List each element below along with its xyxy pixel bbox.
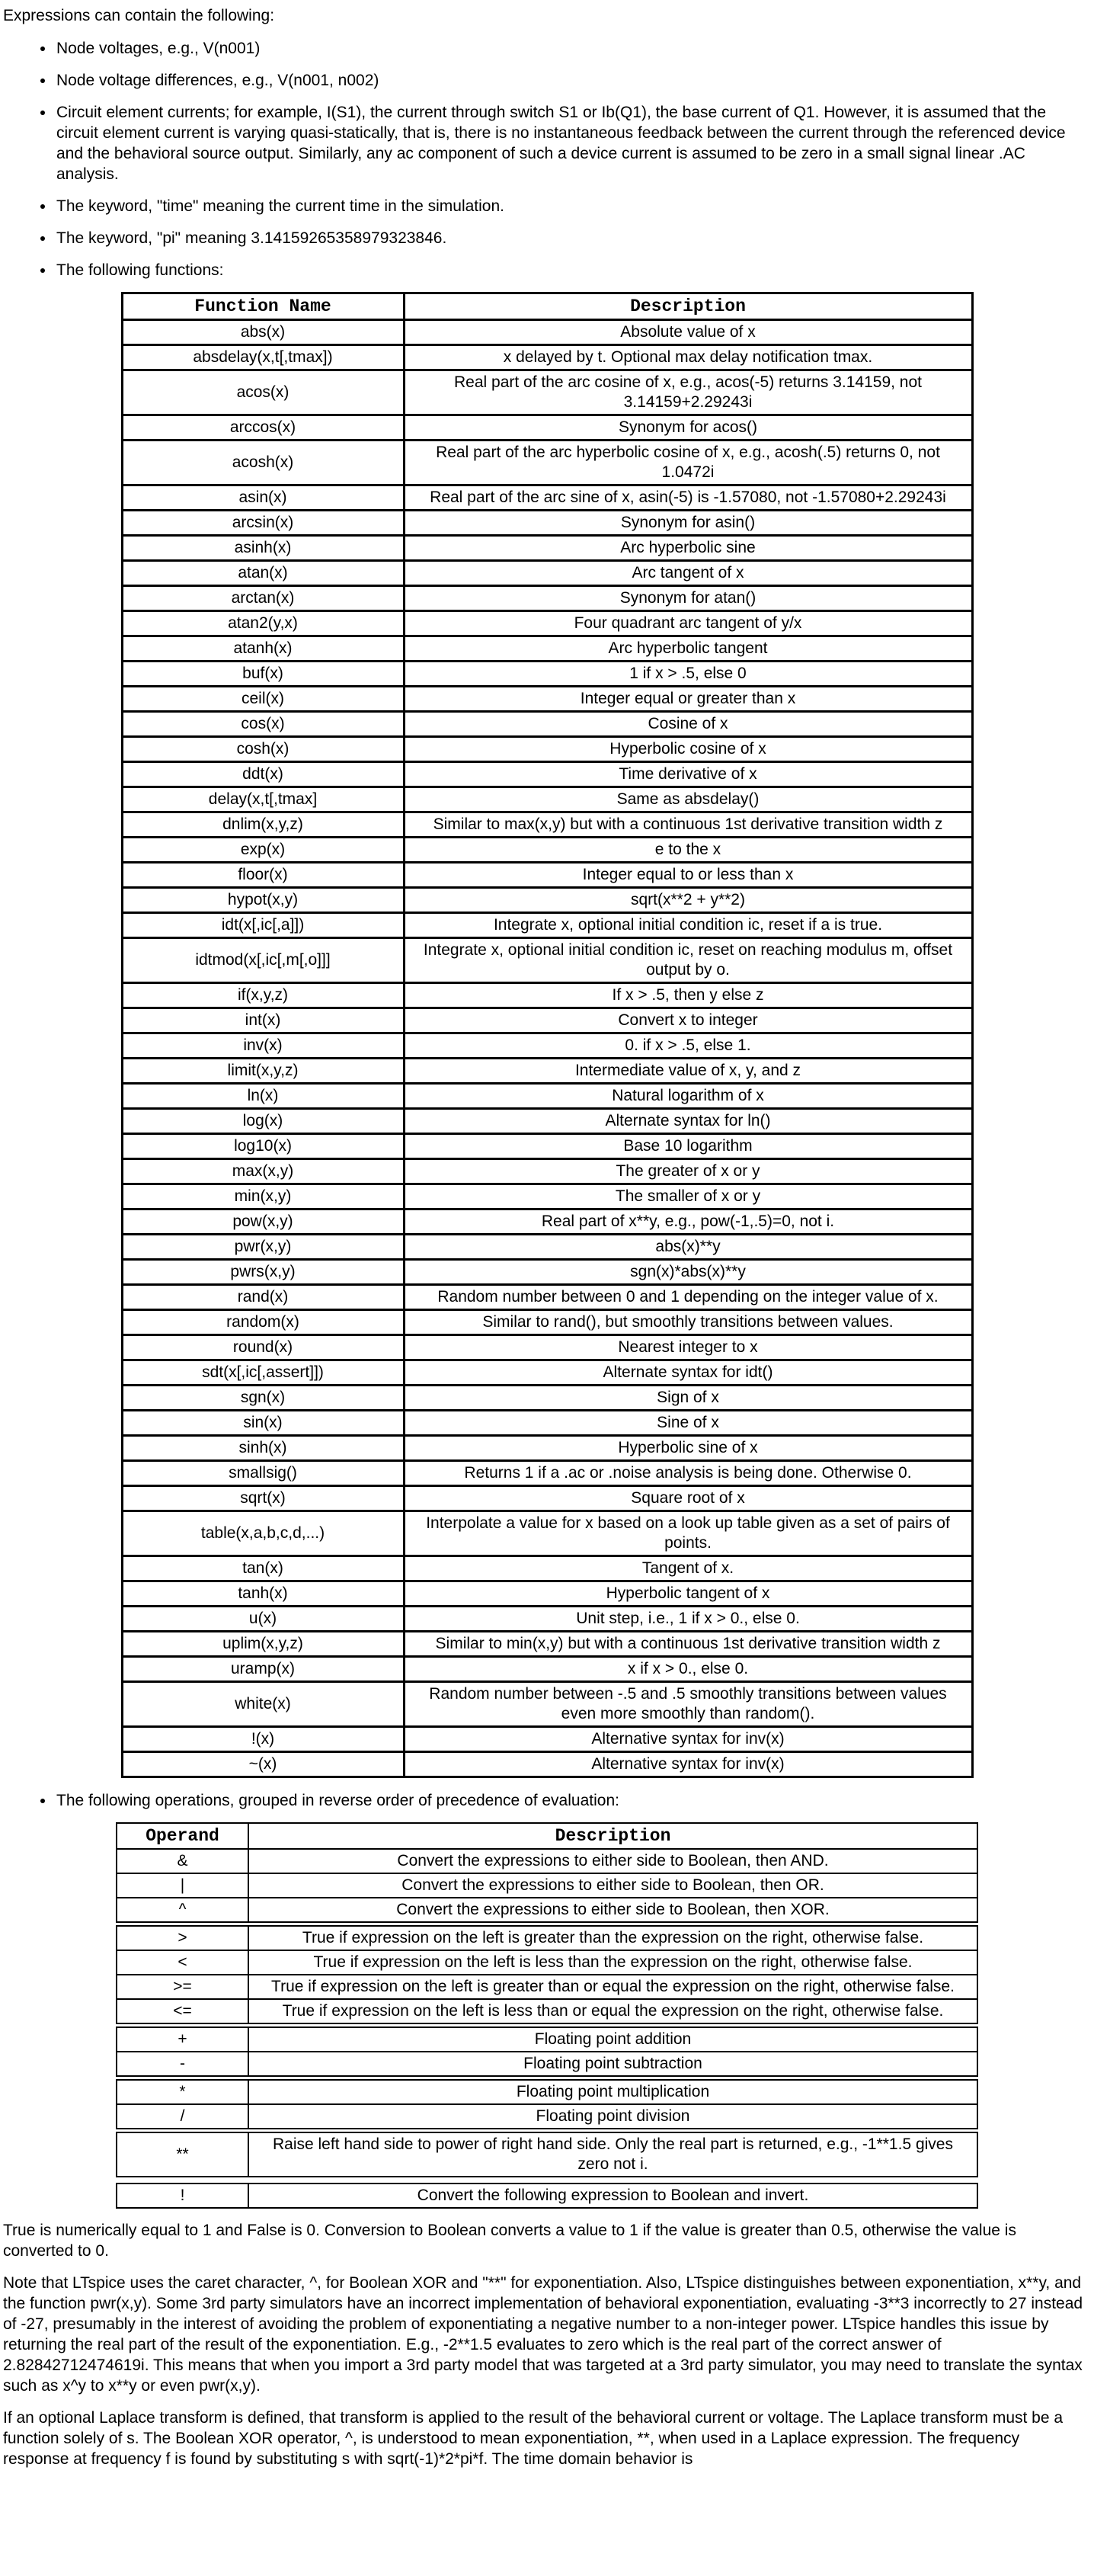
function-name-cell: sqrt(x) xyxy=(122,1486,404,1511)
function-description-cell: sqrt(x**2 + y**2) xyxy=(404,888,972,913)
function-description-cell: sgn(x)*abs(x)**y xyxy=(404,1260,972,1285)
table-row xyxy=(122,1386,972,1411)
function-description-cell: Random number between -.5 and .5 smoothly transitions between values even more smoothly than random(). xyxy=(404,1682,972,1727)
table-row xyxy=(122,1581,972,1607)
function-description-cell: Unit step, i.e., 1 if x > 0., else 0. xyxy=(404,1607,972,1632)
operand-description-cell: Floating point addition xyxy=(248,2026,977,2052)
operator-precedence-group xyxy=(117,1924,977,2026)
operand-cell: & xyxy=(117,1849,248,1873)
table-row xyxy=(122,536,972,561)
function-name-cell: hypot(x,y) xyxy=(122,888,404,913)
function-description-cell: Similar to rand(), but smoothly transitions between values. xyxy=(404,1310,972,1335)
function-name-cell: pow(x,y) xyxy=(122,1210,404,1235)
function-description-cell: Time derivative of x xyxy=(404,762,972,787)
table-row xyxy=(122,1285,972,1310)
function-name-cell: ceil(x) xyxy=(122,687,404,712)
function-description-cell: Random number between 0 and 1 depending on the integer value of x. xyxy=(404,1285,972,1310)
operations-bullet-list xyxy=(0,1790,1094,1811)
operand-cell: ^ xyxy=(117,1898,248,1924)
function-name-cell: delay(x,t[,tmax] xyxy=(122,787,404,812)
table-row xyxy=(122,370,972,415)
table-row xyxy=(122,712,972,737)
table-row xyxy=(122,611,972,636)
function-name-cell: arcsin(x) xyxy=(122,511,404,536)
operand-description-cell: Convert the expressions to either side to Boolean, then XOR. xyxy=(248,1898,977,1924)
table-row xyxy=(122,1310,972,1335)
function-name-cell: sgn(x) xyxy=(122,1386,404,1411)
function-name-cell: max(x,y) xyxy=(122,1159,404,1184)
function-name-cell: uramp(x) xyxy=(122,1657,404,1682)
function-name-cell: absdelay(x,t[,tmax]) xyxy=(122,345,404,370)
footer-paragraph-laplace: If an optional Laplace transform is defined, that transform is applied to the result of the behavioral current or voltage. The Laplace transform must be a function solely of s. The Boolean XOR operator, ^, is understood to mean exponentiation, **, when used in a Laplace expression. The frequency response at frequency f is found by substituting s with sqrt(-1)*2*pi*f. The time domain behavior is xyxy=(3,2409,1064,2468)
function-name-cell: asinh(x) xyxy=(122,536,404,561)
function-description-cell: Natural logarithm of x xyxy=(404,1084,972,1109)
table-row xyxy=(117,2104,977,2131)
operations-unary-table xyxy=(116,2183,978,2209)
table-row xyxy=(122,586,972,611)
operator-precedence-group xyxy=(117,2078,977,2131)
function-description-cell: Synonym for acos() xyxy=(404,415,972,441)
table-row xyxy=(117,2131,977,2177)
function-description-cell: Alternate syntax for idt() xyxy=(404,1360,972,1386)
table-row xyxy=(122,320,972,345)
function-description-cell: Arc hyperbolic tangent xyxy=(404,636,972,662)
footer-paragraph-exponentiation: Note that LTspice uses the caret character, ^, for Boolean XOR and "**" for exponentiation. Also, LTspice distinguishes between exponentiation, x**y, and the function pwr(x,y). Some 3rd party simulators have an incorrect implementation of behavioral exponentiation, evaluating -3**3 incorrectly to 27 instead of -27, presumably in the interest of avoiding the problem of exponentiating a negative number to a non-integer power. LTspice handles this issue by returning the real part of the result of the exponentiation. E.g., -2**1.5 evaluates to zero which is the real part of the correct answer of 2.82842712474619i. This means that when you import a 3rd party model that was targeted at a 3rd party simulator, you may need to translate the syntax such as x^y to x**y or even pwr(x,y). xyxy=(3,2274,1083,2395)
function-name-cell: log10(x) xyxy=(122,1134,404,1159)
function-description-cell: Intermediate value of x, y, and z xyxy=(404,1059,972,1084)
operand-description-cell: Convert the expressions to either side to Boolean, then AND. xyxy=(248,1849,977,1873)
function-description-cell: Synonym for atan() xyxy=(404,586,972,611)
table-row xyxy=(122,1184,972,1210)
operations-header-description: Description xyxy=(248,1823,977,1849)
function-description-cell: Real part of the arc sine of x, asin(-5) is -1.57080, not -1.57080+2.29243i xyxy=(404,485,972,511)
operand-cell: <= xyxy=(117,1999,248,2026)
table-row xyxy=(122,415,972,441)
table-row xyxy=(122,1360,972,1386)
operand-description-cell: True if expression on the left is less than the expression on the right, otherwise false. xyxy=(248,1950,977,1975)
function-description-cell: Real part of the arc cosine of x, e.g., acos(-5) returns 3.14159, not 3.14159+2.29243i xyxy=(404,370,972,415)
table-row xyxy=(122,1556,972,1581)
function-description-cell: Arc tangent of x xyxy=(404,561,972,586)
functions-header-name: Function Name xyxy=(122,293,404,320)
operator-precedence-group xyxy=(117,2026,977,2078)
table-row xyxy=(122,1008,972,1033)
function-name-cell: floor(x) xyxy=(122,863,404,888)
functions-table-body xyxy=(122,320,972,1777)
function-description-cell: Nearest integer to x xyxy=(404,1335,972,1360)
table-row xyxy=(122,888,972,913)
table-row xyxy=(122,1033,972,1059)
operand-description-cell: Floating point subtraction xyxy=(248,2052,977,2078)
table-row xyxy=(122,983,972,1008)
function-name-cell: acosh(x) xyxy=(122,441,404,485)
functions-table xyxy=(121,292,974,1778)
table-row xyxy=(122,762,972,787)
table-row xyxy=(122,1210,972,1235)
function-name-cell: inv(x) xyxy=(122,1033,404,1059)
function-description-cell: Integrate x, optional initial condition ic, reset if a is true. xyxy=(404,913,972,938)
table-row xyxy=(122,441,972,485)
operand-description-cell: True if expression on the left is greater than or equal the expression on the right, otherwise false. xyxy=(248,1975,977,1999)
function-name-cell: cos(x) xyxy=(122,712,404,737)
operand-cell: > xyxy=(117,1924,248,1951)
bullet-item: • Node voltages, e.g., V(n001) xyxy=(55,38,1086,59)
bullet-item: • Circuit element currents; for example, I(S1), the current through switch S1 or Ib(Q1), the base current of Q1. However, it is assumed that the circuit element current is varying quasi-statically, that is, there is no instantaneous feedback between the current through the referenced device and the behavioral source output. Similarly, any ac component of such a device current is assumed to be zero in a small signal linear .AC analysis. xyxy=(55,102,1086,184)
function-name-cell: cosh(x) xyxy=(122,737,404,762)
table-row xyxy=(122,1260,972,1285)
function-description-cell: Integrate x, optional initial condition ic, reset on reaching modulus m, offset output by o. xyxy=(404,938,972,983)
operand-cell: ** xyxy=(117,2131,248,2177)
table-row xyxy=(117,2078,977,2105)
table-row xyxy=(122,511,972,536)
operations-table xyxy=(116,1822,978,2177)
table-row xyxy=(117,2052,977,2078)
table-row xyxy=(117,1924,977,1951)
function-description-cell: Hyperbolic tangent of x xyxy=(404,1581,972,1607)
table-row xyxy=(122,687,972,712)
table-row xyxy=(122,1235,972,1260)
function-name-cell: !(x) xyxy=(122,1727,404,1752)
table-row xyxy=(122,1436,972,1461)
function-name-cell: asin(x) xyxy=(122,485,404,511)
function-description-cell: Convert x to integer xyxy=(404,1008,972,1033)
table-row xyxy=(122,1059,972,1084)
function-name-cell: arctan(x) xyxy=(122,586,404,611)
table-row xyxy=(122,1682,972,1727)
function-description-cell: Base 10 logarithm xyxy=(404,1134,972,1159)
functions-table-header xyxy=(122,293,972,320)
function-description-cell: 0. if x > .5, else 1. xyxy=(404,1033,972,1059)
operand-description-cell: True if expression on the left is less than or equal the expression on the right, otherwise false. xyxy=(248,1999,977,2026)
table-row xyxy=(122,561,972,586)
table-row xyxy=(122,1461,972,1486)
function-name-cell: if(x,y,z) xyxy=(122,983,404,1008)
table-row xyxy=(122,1657,972,1682)
table-row xyxy=(122,1134,972,1159)
function-name-cell: sinh(x) xyxy=(122,1436,404,1461)
operand-cell: / xyxy=(117,2104,248,2131)
operations-header-operand: Operand xyxy=(117,1823,248,1849)
function-name-cell: table(x,a,b,c,d,...) xyxy=(122,1511,404,1556)
table-row xyxy=(117,1849,977,1873)
function-name-cell: buf(x) xyxy=(122,662,404,687)
table-row xyxy=(122,863,972,888)
operand-cell: ! xyxy=(117,2184,248,2208)
table-row xyxy=(122,1411,972,1436)
table-row xyxy=(122,1607,972,1632)
operand-cell: + xyxy=(117,2026,248,2052)
function-description-cell: Absolute value of x xyxy=(404,320,972,345)
table-row xyxy=(122,913,972,938)
table-row xyxy=(122,636,972,662)
function-description-cell: Integer equal or greater than x xyxy=(404,687,972,712)
function-description-cell: Real part of x**y, e.g., pow(-1,.5)=0, not i. xyxy=(404,1210,972,1235)
function-description-cell: 1 if x > .5, else 0 xyxy=(404,662,972,687)
bullet-item: • The following operations, grouped in reverse order of precedence of evaluation: xyxy=(55,1790,1086,1811)
table-row xyxy=(122,662,972,687)
function-name-cell: atan2(y,x) xyxy=(122,611,404,636)
function-description-cell: x if x > 0., else 0. xyxy=(404,1657,972,1682)
operand-cell: * xyxy=(117,2078,248,2105)
function-name-cell: min(x,y) xyxy=(122,1184,404,1210)
function-name-cell: random(x) xyxy=(122,1310,404,1335)
operand-cell: >= xyxy=(117,1975,248,1999)
operand-description-cell: Floating point division xyxy=(248,2104,977,2131)
function-name-cell: sdt(x[,ic[,assert]]) xyxy=(122,1360,404,1386)
operand-cell: - xyxy=(117,2052,248,2078)
function-name-cell: int(x) xyxy=(122,1008,404,1033)
table-row xyxy=(122,737,972,762)
bullet-item: • Node voltage differences, e.g., V(n001, n002) xyxy=(55,70,1086,91)
table-row xyxy=(122,1752,972,1777)
function-description-cell: Integer equal to or less than x xyxy=(404,863,972,888)
function-description-cell: Hyperbolic sine of x xyxy=(404,1436,972,1461)
function-name-cell: acos(x) xyxy=(122,370,404,415)
function-description-cell: Similar to min(x,y) but with a continuous 1st derivative transition width z xyxy=(404,1632,972,1657)
function-description-cell: If x > .5, then y else z xyxy=(404,983,972,1008)
operand-description-cell: Raise left hand side to power of right hand side. Only the real part is returned, e.g., -1**1.5 gives zero not i. xyxy=(248,2131,977,2177)
table-row xyxy=(117,1950,977,1975)
function-name-cell: pwr(x,y) xyxy=(122,1235,404,1260)
function-name-cell: white(x) xyxy=(122,1682,404,1727)
table-row xyxy=(122,1335,972,1360)
function-name-cell: ddt(x) xyxy=(122,762,404,787)
function-name-cell: exp(x) xyxy=(122,838,404,863)
table-row xyxy=(117,1999,977,2026)
operator-precedence-group xyxy=(117,1849,977,1924)
operand-description-cell: Convert the expressions to either side to Boolean, then OR. xyxy=(248,1873,977,1898)
function-name-cell: idtmod(x[,ic[,m[,o]]] xyxy=(122,938,404,983)
operand-description-cell: Convert the following expression to Boolean and invert. xyxy=(248,2184,977,2208)
function-name-cell: limit(x,y,z) xyxy=(122,1059,404,1084)
table-row xyxy=(122,1632,972,1657)
function-name-cell: atan(x) xyxy=(122,561,404,586)
function-name-cell: sin(x) xyxy=(122,1411,404,1436)
bullet-item: • The following functions: xyxy=(55,260,1086,280)
function-name-cell: arccos(x) xyxy=(122,415,404,441)
function-description-cell: abs(x)**y xyxy=(404,1235,972,1260)
bullet-item: • The keyword, "pi" meaning 3.14159265358979323846. xyxy=(55,228,1086,248)
function-description-cell: Sign of x xyxy=(404,1386,972,1411)
table-row xyxy=(122,1159,972,1184)
table-row xyxy=(117,2184,977,2208)
function-description-cell: Tangent of x. xyxy=(404,1556,972,1581)
function-description-cell: Cosine of x xyxy=(404,712,972,737)
function-description-cell: Returns 1 if a .ac or .noise analysis is being done. Otherwise 0. xyxy=(404,1461,972,1486)
operand-cell: | xyxy=(117,1873,248,1898)
function-name-cell: uplim(x,y,z) xyxy=(122,1632,404,1657)
operand-cell: < xyxy=(117,1950,248,1975)
table-row xyxy=(122,1486,972,1511)
intro-bullets xyxy=(0,38,1094,280)
table-row xyxy=(122,1727,972,1752)
table-row xyxy=(122,485,972,511)
table-row xyxy=(117,2026,977,2052)
function-description-cell: Square root of x xyxy=(404,1486,972,1511)
function-description-cell: x delayed by t. Optional max delay notification tmax. xyxy=(404,345,972,370)
table-row xyxy=(122,1084,972,1109)
function-description-cell: The smaller of x or y xyxy=(404,1184,972,1210)
function-name-cell: dnlim(x,y,z) xyxy=(122,812,404,838)
function-description-cell: e to the x xyxy=(404,838,972,863)
function-description-cell: The greater of x or y xyxy=(404,1159,972,1184)
operand-description-cell: Floating point multiplication xyxy=(248,2078,977,2105)
function-name-cell: u(x) xyxy=(122,1607,404,1632)
footer-paragraph-boolean: True is numerically equal to 1 and False is 0. Conversion to Boolean converts a value to 1 if the value is greater than 0.5, otherwise the value is converted to 0. xyxy=(3,2222,1016,2260)
function-name-cell: log(x) xyxy=(122,1109,404,1134)
function-description-cell: Alternate syntax for ln() xyxy=(404,1109,972,1134)
function-description-cell: Synonym for asin() xyxy=(404,511,972,536)
function-description-cell: Alternative syntax for inv(x) xyxy=(404,1752,972,1777)
function-description-cell: Arc hyperbolic sine xyxy=(404,536,972,561)
table-row xyxy=(117,1898,977,1924)
table-row xyxy=(122,938,972,983)
function-name-cell: round(x) xyxy=(122,1335,404,1360)
table-row xyxy=(117,1975,977,1999)
operator-precedence-group xyxy=(117,2131,977,2177)
function-name-cell: rand(x) xyxy=(122,1285,404,1310)
function-name-cell: tanh(x) xyxy=(122,1581,404,1607)
function-description-cell: Similar to max(x,y) but with a continuous 1st derivative transition width z xyxy=(404,812,972,838)
operations-table-header xyxy=(117,1823,977,1849)
function-description-cell: Hyperbolic cosine of x xyxy=(404,737,972,762)
function-description-cell: Interpolate a value for x based on a look up table given as a set of pairs of points. xyxy=(404,1511,972,1556)
function-name-cell: ~(x) xyxy=(122,1752,404,1777)
intro-lead: Expressions can contain the following: xyxy=(3,7,275,24)
functions-header-description: Description xyxy=(404,293,972,320)
bullet-item: • The keyword, "time" meaning the current time in the simulation. xyxy=(55,196,1086,216)
table-row xyxy=(122,1511,972,1556)
table-row xyxy=(122,1109,972,1134)
table-row xyxy=(122,787,972,812)
function-description-cell: Four quadrant arc tangent of y/x xyxy=(404,611,972,636)
function-name-cell: tan(x) xyxy=(122,1556,404,1581)
table-row xyxy=(122,812,972,838)
function-name-cell: pwrs(x,y) xyxy=(122,1260,404,1285)
function-description-cell: Alternative syntax for inv(x) xyxy=(404,1727,972,1752)
operand-description-cell: True if expression on the left is greater than the expression on the right, otherwise false. xyxy=(248,1924,977,1951)
function-name-cell: abs(x) xyxy=(122,320,404,345)
function-description-cell: Sine of x xyxy=(404,1411,972,1436)
function-description-cell: Real part of the arc hyperbolic cosine of x, e.g., acosh(.5) returns 0, not 1.0472i xyxy=(404,441,972,485)
function-name-cell: smallsig() xyxy=(122,1461,404,1486)
table-row xyxy=(122,838,972,863)
table-row xyxy=(117,1873,977,1898)
function-name-cell: ln(x) xyxy=(122,1084,404,1109)
table-row xyxy=(122,345,972,370)
function-description-cell: Same as absdelay() xyxy=(404,787,972,812)
function-name-cell: atanh(x) xyxy=(122,636,404,662)
function-name-cell: idt(x[,ic[,a]]) xyxy=(122,913,404,938)
